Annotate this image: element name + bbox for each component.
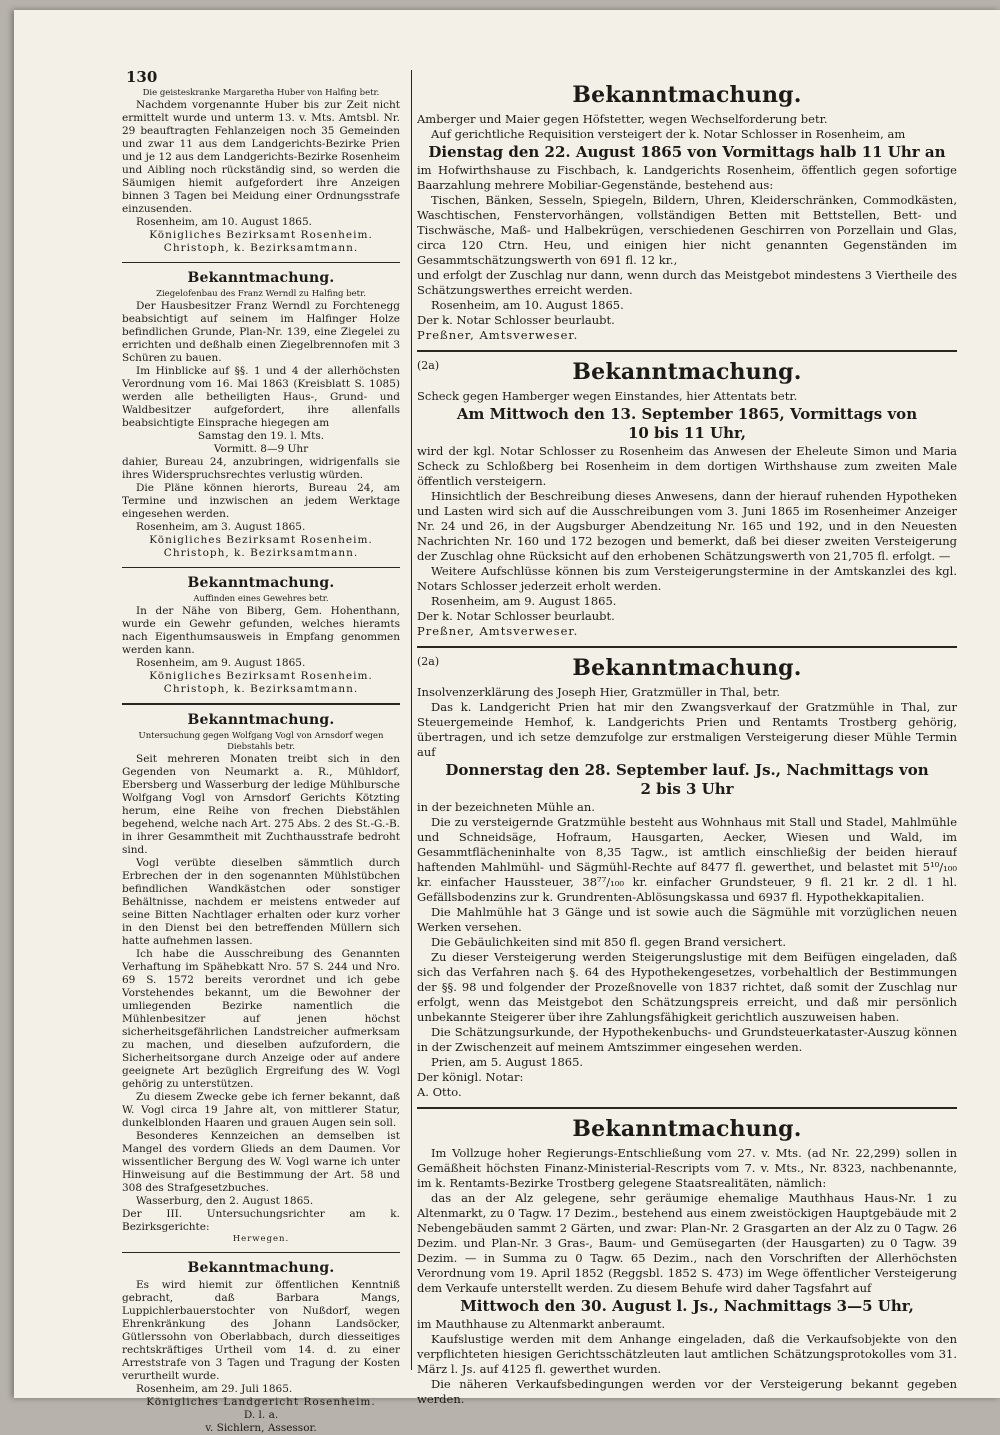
separator xyxy=(417,350,957,352)
notice-signature: Preßner, Amtsverweser. xyxy=(417,624,579,638)
separator xyxy=(122,262,400,263)
notice-date-line: Samstag den 19. l. Mts. xyxy=(197,430,325,442)
notice-subject: Scheck gegen Hamberger wegen Einstandes, hier Attentats betr. xyxy=(417,389,798,403)
notice-date: Prien, am 5. August 1865. xyxy=(431,1055,584,1069)
notice-body: und erfolgt der Zuschlag nur dann, wenn durch das Meistgebot mindestens 3 Viertheile des Schätzungswerthes erreicht werden. xyxy=(417,268,957,297)
notice-auction-time: 10 bis 11 Uhr, xyxy=(627,424,747,442)
notice-date: Rosenheim, am 3. August 1865. xyxy=(136,521,306,533)
notice-signature: Christoph, k. Bezirksamtmann. xyxy=(163,683,359,695)
notice-body: Die Pläne können hierorts, Bureau 24, am Termine und inzwischen an jedem Werktage eingesehen werden. xyxy=(122,482,400,520)
newspaper-page xyxy=(14,10,1000,1434)
notice-heading: Bekanntmachung. xyxy=(187,575,335,591)
notice-body: Die Mahlmühle hat 3 Gänge und ist sowie auch die Sägmühle mit vorzüglichen neuen Werken versehen. xyxy=(417,905,957,934)
notice-body: das an der Alz gelegene, sehr geräumige ehemalige Mauthhaus Haus-Nr. 1 zu Altenmarkt, zu 0 Tagw. 17 Dezim., bestehend aus einem zweistöckigen Hauptgebäude mit 2 Nebengebäuden sammt 2 Gärten, und zwar: Plan-Nr. 2 Grasgarten an der Alz zu 0 Tagw. 26 Dezim. und Plan-Nr. 3 Gras-, Baum- und Gemüsegarten (der Hausgarten) zu 0 Tagw. 39 Dezim. — in Summa zu 0 Tagw. 65 Dezim., nach den Vorschriften der Allerhöchsten Verordnung vom 19. April 1852 (Reggsbl. 1852 S. 473) im Wege öffentlicher Versteigerung dem Verkaufe unterstellt werden. Zu diesem Behufe wird daher Tagsfahrt auf xyxy=(417,1191,957,1295)
notice-body: im Mauthhause zu Altenmarkt anberaumt. xyxy=(417,1317,666,1331)
notice-office: Königliches Bezirksamt Rosenheim. xyxy=(149,670,373,682)
notice-signature: v. Sichlern, Assessor. xyxy=(205,1422,317,1434)
left-column xyxy=(122,88,400,1435)
notice-amberger xyxy=(417,82,957,343)
notice-date: Wasserburg, den 2. August 1865. xyxy=(136,1195,314,1207)
notice-heading: Bekanntmachung. xyxy=(572,359,802,385)
column-divider xyxy=(411,70,412,1370)
notice-body: Die zu versteigernde Gratzmühle besteht aus Wohnhaus mit Stall und Stadel, Mahlmühle und Schneidsäge, Hofraum, Hausgarten, Aecker, Wiesen und Wald, im Gesammtflächeninhalte von 8,35 Tagw., ist amtlich einschließig der beiden hierauf haftenden Mahlmühl- und Sägmühl-Rechte auf 8477 fl. gewerthet, und belastet mit 5¹⁰/₁₀₀ kr. einfacher Haussteuer, 38⁷⁷/₁₀₀ kr. einfacher Grundsteuer, 9 fl. 21 kr. 2 dl. 1 hl. Gefällsbodenzins zur k. Grundrenten-Ablösungskassa und 6937 fl. Hypothekkapitalien. xyxy=(417,815,957,904)
notice-vogl xyxy=(122,712,400,1245)
notice-body: Die näheren Verkaufsbedingungen werden vor der Versteigerung bekannt gegeben werden. xyxy=(417,1377,957,1406)
notice-time-line: Vormitt. 8—9 Uhr xyxy=(213,443,309,455)
notice-date: Rosenheim, am 10. August 1865. xyxy=(431,298,624,312)
notice-mangs xyxy=(122,1260,400,1435)
notice-body: Seit mehreren Monaten treibt sich in den Gegenden von Neumarkt a. R., Mühldorf, Ebersberg und Wasserburg der ledige Mühlbursche Wolfgang Vogl von Arnsdorf Gerichts Kötzting herum, eine Reihe von frechen Diebstählen begehend, welche nach Art. 275 Abs. 2 des St.-G.-B. in ihrer Gesammtheit mit Zuchthausstrafe bedroht sind. xyxy=(122,753,400,856)
notice-signature: A. Otto. xyxy=(417,1085,462,1099)
notice-subject: Auffinden eines Gewehres betr. xyxy=(193,594,329,604)
separator xyxy=(417,646,957,648)
notice-heading: Bekanntmachung. xyxy=(187,712,335,728)
notice-signature: Herwegen. xyxy=(232,1234,290,1244)
notice-body: Zu dieser Versteigerung werden Steigerungslustige mit dem Beifügen eingeladen, daß sich das Verfahren nach §. 64 des Hypothekengesetzes, vorbehaltlich der Bestimmungen der §§. 98 und folgender der Prozeßnovelle von 1837 richtet, daß somit der Zuschlag nur erfolgt, wenn das Meistgebot den Schätzungspreis erreicht, und daß mir persönlich unbekannte Steigerer über ihre Zahlungsfähigkeit gerichtlich auszuweisen haben. xyxy=(417,950,957,1024)
notice-label: (2a) xyxy=(417,655,440,668)
notice-heading: Bekanntmachung. xyxy=(187,1260,335,1276)
notice-intro: Das k. Landgericht Prien hat mir den Zwangsverkauf der Gratzmühle in Thal, zur Steuergemeinde Hemhof, k. Landgerichts Prien und Rentamts Trostberg gehörig, übertragen, und ich setze demzufolge zur erstmaligen Versteigerung dieser Mühle Termin auf xyxy=(417,700,957,759)
notice-body: Die Gebäulichkeiten sind mit 850 fl. gegen Brand versichert. xyxy=(431,935,787,949)
notice-body: Es wird hiemit zur öffentlichen Kenntniß gebracht, daß Barbara Mangs, Luppichlerbauerstochter von Nußdorf, wegen Ehrenkränkung des Johann Landsöcker, Gütlerssohn von Oberlabbach, durch diesseitiges rechtskräftiges Urtheil vom 14. d. zu einer Arreststrafe von 3 Tagen und Tragung der Kosten verurtheilt wurde. xyxy=(122,1279,400,1382)
notice-body: Nachdem vorgenannte Huber bis zur Zeit nicht ermittelt wurde und unterm 13. v. Mts. Amtsbl. Nr. 29 beauftragten Fehlanzeigen noch 35 Gemeinden und zwar 11 aus dem Landgerichts-Bezirke Prien und je 12 aus dem Landgerichts-Bezirke Rosenheim und Aibling noch rückständig sind, so werden die Säumigen hiemit aufgefordert ihre Anzeigen binnen 3 Tagen bei Meidung einer Ordnungsstrafe einzusenden. xyxy=(122,99,400,215)
notice-subject: Untersuchung gegen Wolfgang Vogl von Arnsdorf wegen Diebstahls betr. xyxy=(138,731,384,752)
notice-auction-date: Dienstag den 22. August 1865 von Vormittags halb 11 Uhr an xyxy=(428,143,946,161)
notice-signature: Christoph, k. Bezirksamtmann. xyxy=(163,242,359,254)
page-number: 130 xyxy=(126,68,158,86)
notice-office: Königliches Bezirksamt Rosenheim. xyxy=(149,229,373,241)
notice-body: Tischen, Bänken, Sesseln, Spiegeln, Bildern, Uhren, Kleiderschränken, Commodkästen, Waschtischen, Fenstervorhängen, vollständigen Betten mit Bettstellen, Bett- und Tischwäsche, Maß- und Halbekrügen, verschiedenen Geschirren von Porzellain und Glas, circa 120 Ctrn. Heu, und einigen hier nicht genannten Gegenständen im Gesammtschätzungswerth von 691 fl. 12 kr., xyxy=(417,193,957,267)
notice-margaretha-huber xyxy=(122,88,400,255)
notice-date: Rosenheim, am 9. August 1865. xyxy=(136,657,306,669)
separator xyxy=(417,1107,957,1109)
notice-notary: Der k. Notar Schlosser beurlaubt. xyxy=(417,313,615,327)
notice-ziegelofen xyxy=(122,270,400,560)
separator xyxy=(122,703,400,705)
notice-date: Rosenheim, am 9. August 1865. xyxy=(431,594,617,608)
notice-subject: Insolvenzerklärung des Joseph Hier, Gratzmüller in Thal, betr. xyxy=(417,685,780,699)
notice-body: wird der kgl. Notar Schlosser zu Rosenheim das Anwesen der Eheleute Simon und Maria Scheck zu Schloßberg bei Rosenheim in dem dortigen Wirthshause zum zweiten Male öffentlich versteigern. xyxy=(417,444,957,488)
notice-body: Hinsichtlich der Beschreibung dieses Anwesens, dann der hierauf ruhenden Hypotheken und Lasten wird sich auf die Ausschreibungen vom 3. Juni 1865 im Rosenheimer Anzeiger Nr. 24 und 26, in der Augsburger Abendzeitung Nr. 165 und 192, und in den Neuesten Nachrichten Nr. 160 und 172 bezogen und bemerkt, daß bei dieser zweiten Versteigerung der Zuschlag ohne Rücksicht auf den erhobenen Schätzungswerth von 21,705 fl. erfolgt. — xyxy=(417,489,957,563)
notice-mauthhaus xyxy=(417,1116,957,1407)
notice-body: dahier, Bureau 24, anzubringen, widrigenfalls sie ihres Widerspruchsrechtes verlustig würden. xyxy=(122,456,400,481)
notice-subject: Die geisteskranke Margaretha Huber von Halfing betr. xyxy=(142,88,380,98)
notice-body: In der Nähe von Biberg, Gem. Hohenthann, wurde ein Gewehr gefunden, welches hieramts nach Eigenthumsausweis in Empfang genommen werden kann. xyxy=(122,605,400,656)
notice-body: Der Hausbesitzer Franz Werndl zu Forchtenegg beabsichtigt auf seinem im Halfinger Holze befindlichen Grunde, Plan-Nr. 139, eine Ziegelei zu errichten und deßhalb einen Ziegelbrennofen mit 3 Schüren zu bauen. xyxy=(122,300,400,364)
notice-body: Zu diesem Zwecke gebe ich ferner bekannt, daß W. Vogl circa 19 Jahre alt, von mittlerer Statur, dunkelblonden Haaren und grauen Augen sein soll. xyxy=(122,1091,400,1129)
notice-body: in der bezeichneten Mühle an. xyxy=(417,800,595,814)
notice-auction-date: Donnerstag den 28. September lauf. Js., Nachmittags von xyxy=(445,761,929,779)
notice-heading: Bekanntmachung. xyxy=(572,655,802,681)
notice-label: (2a) xyxy=(417,359,440,372)
notice-body: Vogl verübte dieselben sämmtlich durch Erbrechen der in den sogenannten Mühlstübchen befindlichen Wandkästchen oder sonstiger Behältnisse, nachdem er meistens entweder auf seine Bitten Nachtlager erhalten oder kurz vorher in den Dienst bei den betreffenden Müllern sich hatte aufnehmen lassen. xyxy=(122,857,400,947)
notice-auction-time: 2 bis 3 Uhr xyxy=(640,780,734,798)
notice-office: Der III. Untersuchungsrichter am k. Bezirksgerichte: xyxy=(122,1208,400,1233)
notice-gewehr xyxy=(122,575,400,696)
notice-dla: D. l. a. xyxy=(243,1409,279,1421)
notice-body: Im Hinblicke auf §§. 1 und 4 der allerhöchsten Verordnung vom 16. Mai 1863 (Kreisblatt S. 1085) werden alle betheiligten Haus-, Grund- und Waldbesitzer aufgefordert, ihre allenfalls beabsichtigte Einsprache hiegegen am xyxy=(122,365,400,429)
separator xyxy=(122,1252,400,1253)
notice-signature: Christoph, k. Bezirksamtmann. xyxy=(163,547,359,559)
notice-office: Königliches Landgericht Rosenheim. xyxy=(146,1396,376,1408)
notice-body: Ich habe die Ausschreibung des Genannten Verhaftung im Spähebkatt Nro. 57 S. 244 und Nro. 69 S. 1572 bereits verordnet und ich gebe Vorstehendes bekannt, um die Bewohner der umliegenden Bezirke namentlich die Mühlenbesitzer auf jenen höchst sicherheitsgefährlichen Landstreicher aufmerksam zu machen, und dieselben aufzufordern, die Sicherheitsorgane durch Anzeige oder auf andere geeignete Art bezüglich Ergreifung des W. Vogl gehörig zu unterstützen. xyxy=(122,948,400,1090)
notice-auction-date: Mittwoch den 30. August l. Js., Nachmittags 3—5 Uhr, xyxy=(460,1297,914,1315)
notice-heading: Bekanntmachung. xyxy=(187,270,335,286)
notice-body: Kaufslustige werden mit dem Anhange eingeladen, daß die Verkaufsobjekte von den verpflichteten hiesigen Gerichtsschätzleuten laut amtlichen Schätzungsprotokolles vom 31. März l. Js. auf 4125 fl. gewerthet wurden. xyxy=(417,1332,957,1376)
notice-body: Im Vollzuge hoher Regierungs-Entschließung vom 27. v. Mts. (ad Nr. 22,299) sollen in Gemäßheit höchsten Finanz-Ministerial-Rescripts vom 7. v. Mts., Nr. 8323, nachbenannte, im k. Rentamts-Bezirke Trostberg gelegene Staatsrealitäten, nämlich: xyxy=(417,1146,957,1190)
notice-auction-date: Am Mittwoch den 13. September 1865, Vormittags von xyxy=(456,405,918,423)
notice-office: Königliches Bezirksamt Rosenheim. xyxy=(149,534,373,546)
notice-body: Besonderes Kennzeichen an demselben ist Mangel des vordern Glieds an dem Daumen. Vor wissentlicher Bergung des W. Vogl warne ich unter Hinweisung auf die Bestimmung der Art. 58 und 308 des Strafgesetzbuches. xyxy=(122,1130,400,1194)
notice-notary: Der königl. Notar: xyxy=(417,1070,524,1084)
right-column xyxy=(417,82,957,1407)
notice-scheck xyxy=(417,359,957,639)
notice-signature: Preßner, Amtsverweser. xyxy=(417,328,579,342)
separator xyxy=(122,567,400,568)
notice-heading: Bekanntmachung. xyxy=(572,1116,802,1142)
notice-body: im Hofwirthshause zu Fischbach, k. Landgerichts Rosenheim, öffentlich gegen sofortige Baarzahlung mehrere Mobiliar-Gegenstände, bestehend aus: xyxy=(417,163,957,192)
notice-body: Weitere Aufschlüsse können bis zum Versteigerungstermine in der Amtskanzlei des kgl. Notars Schlosser jederzeit erholt werden. xyxy=(417,564,957,593)
notice-hier xyxy=(417,655,957,1100)
notice-notary: Der k. Notar Schlosser beurlaubt. xyxy=(417,609,615,623)
notice-intro: Auf gerichtliche Requisition versteigert der k. Notar Schlosser in Rosenheim, am xyxy=(431,127,906,141)
notice-heading: Bekanntmachung. xyxy=(572,82,802,108)
notice-body: Die Schätzungsurkunde, der Hypothekenbuchs- und Grundsteuerkataster-Auszug können in der Zwischenzeit auf meinem Amtszimmer eingesehen werden. xyxy=(417,1025,957,1054)
notice-date: Rosenheim, am 29. Juli 1865. xyxy=(136,1383,293,1395)
notice-date: Rosenheim, am 10. August 1865. xyxy=(136,216,312,228)
notice-subject: Amberger und Maier gegen Höfstetter, wegen Wechselforderung betr. xyxy=(417,112,828,126)
notice-subject: Ziegelofenbau des Franz Werndl zu Halfing betr. xyxy=(156,289,366,299)
